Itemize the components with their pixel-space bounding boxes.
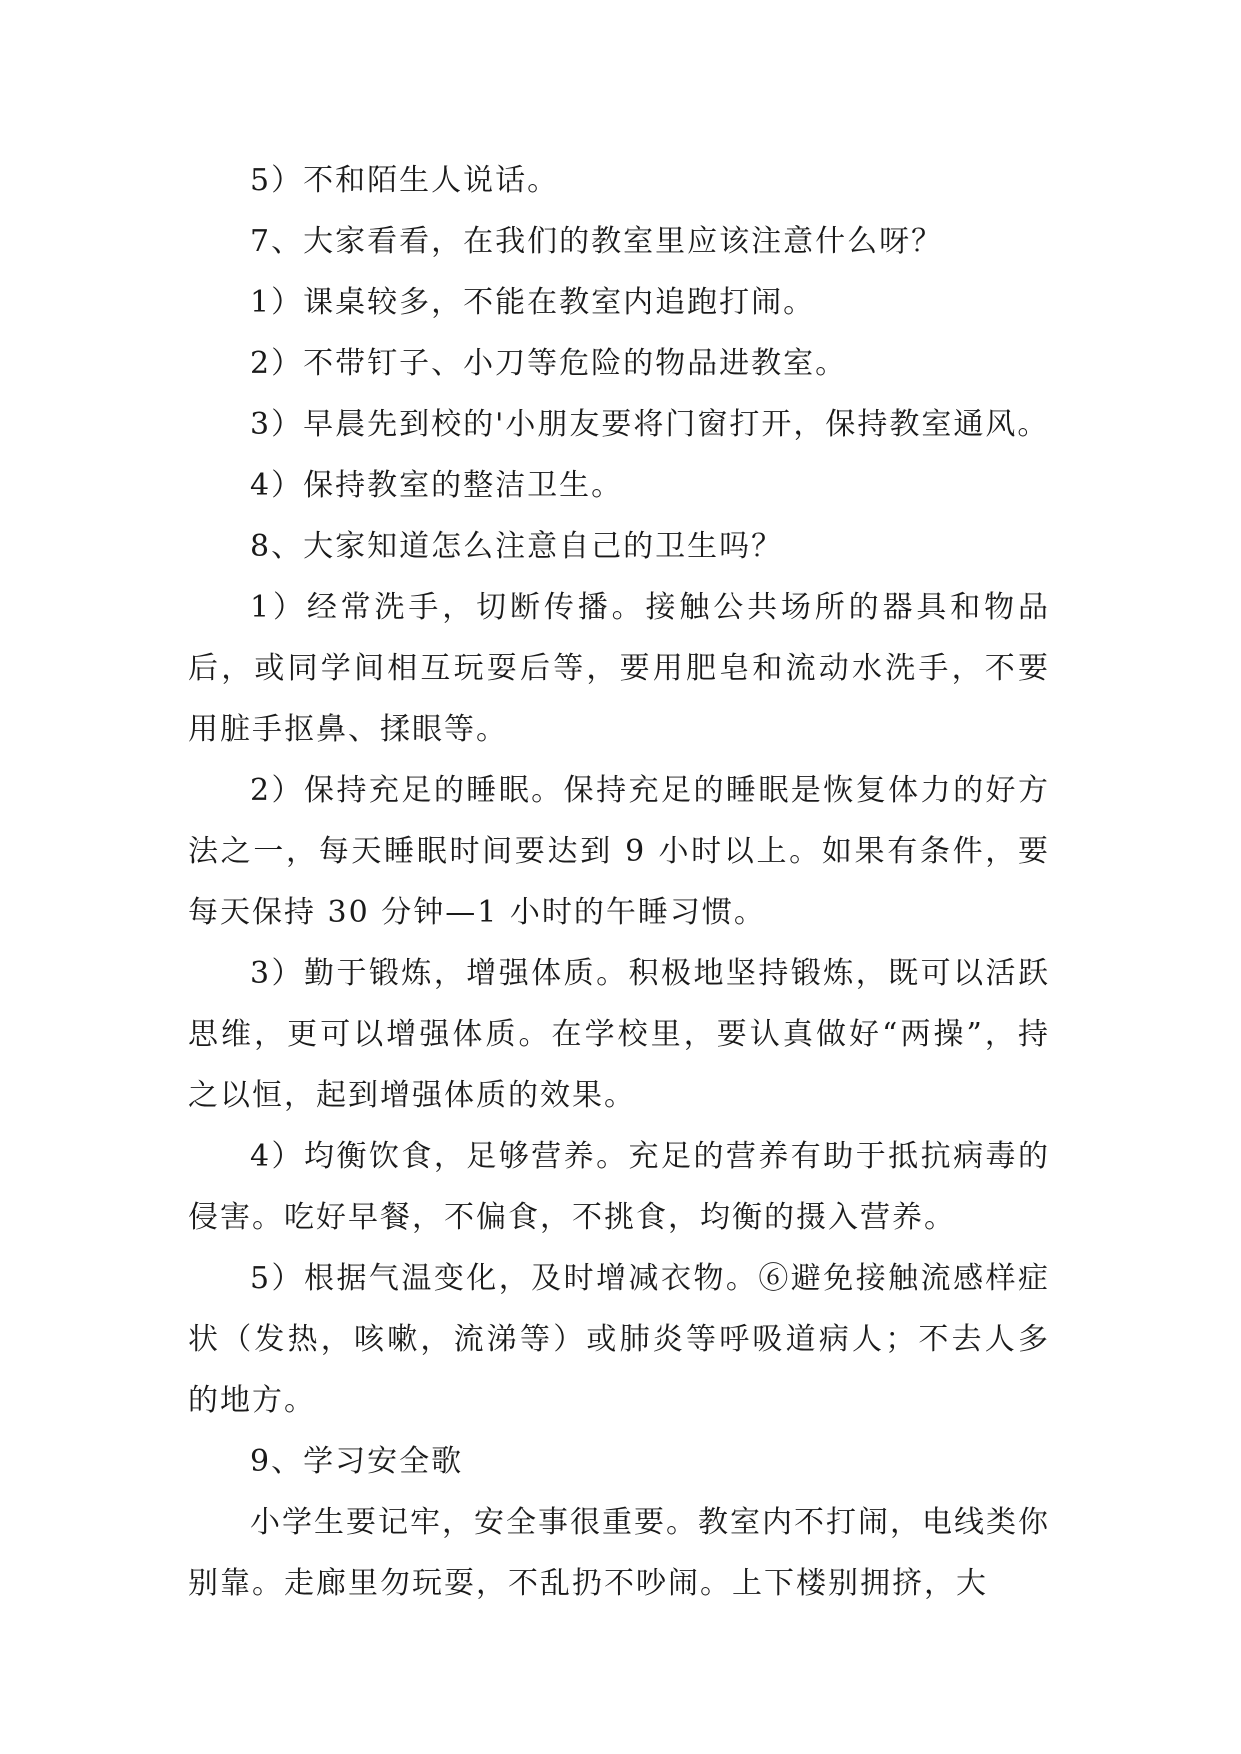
- paragraph-classroom-1: 1）课桌较多，不能在教室内追跑打闹。: [250, 285, 816, 320]
- paragraph-classroom-2: 2）不带钉子、小刀等危险的物品进教室。: [250, 346, 848, 381]
- paragraph-hygiene-4: 4）均衡饮食，足够营养。充足的营养有助于抵抗病毒的侵害。吃好早餐，不偏食，不挑食，均衡的摄入营养。: [188, 1139, 1050, 1235]
- heading-classroom-question: 7、大家看看，在我们的教室里应该注意什么呀？: [250, 224, 944, 259]
- paragraph-classroom-3: 3）早晨先到校的'小朋友要将门窗打开，保持教室通风。: [250, 407, 1050, 442]
- paragraph-hygiene-3: 3）勤于锻炼，增强体质。积极地坚持锻炼，既可以活跃思维，更可以增强体质。在学校里，要认真做好“两操”，持之以恒，起到增强体质的效果。: [188, 956, 1050, 1113]
- paragraph-classroom-4: 4）保持教室的整洁卫生。: [250, 468, 624, 503]
- paragraph-hygiene-1: 1）经常洗手，切断传播。接触公共场所的器具和物品后，或同学间相互玩耍后等，要用肥皂和流动水洗手，不要用脏手抠鼻、揉眼等。: [188, 590, 1050, 747]
- paragraph-hygiene-2: 2）保持充足的睡眠。保持充足的睡眠是恢复体力的好方法之一，每天睡眠时间要达到 9 小时以上。如果有条件，要每天保持 30 分钟—1 小时的午睡习惯。: [188, 773, 1050, 930]
- paragraph-safety-song-lyrics: 小学生要记牢，安全事很重要。教室内不打闹，电线类你别靠。走廊里勿玩耍，不乱扔不吵闹。上下楼别拥挤，大: [188, 1505, 1050, 1601]
- document-body: [188, 150, 1050, 1614]
- heading-hygiene-question: 8、大家知道怎么注意自己的卫生吗？: [250, 529, 784, 564]
- heading-safety-song: 9、学习安全歌: [250, 1444, 464, 1479]
- paragraph-rule-5-strangers: 5）不和陌生人说话。: [250, 163, 560, 198]
- paragraph-hygiene-5: 5）根据气温变化，及时增减衣物。⑥避免接触流感样症状（发热，咳嗽，流涕等）或肺炎等呼吸道病人；不去人多的地方。: [188, 1261, 1050, 1418]
